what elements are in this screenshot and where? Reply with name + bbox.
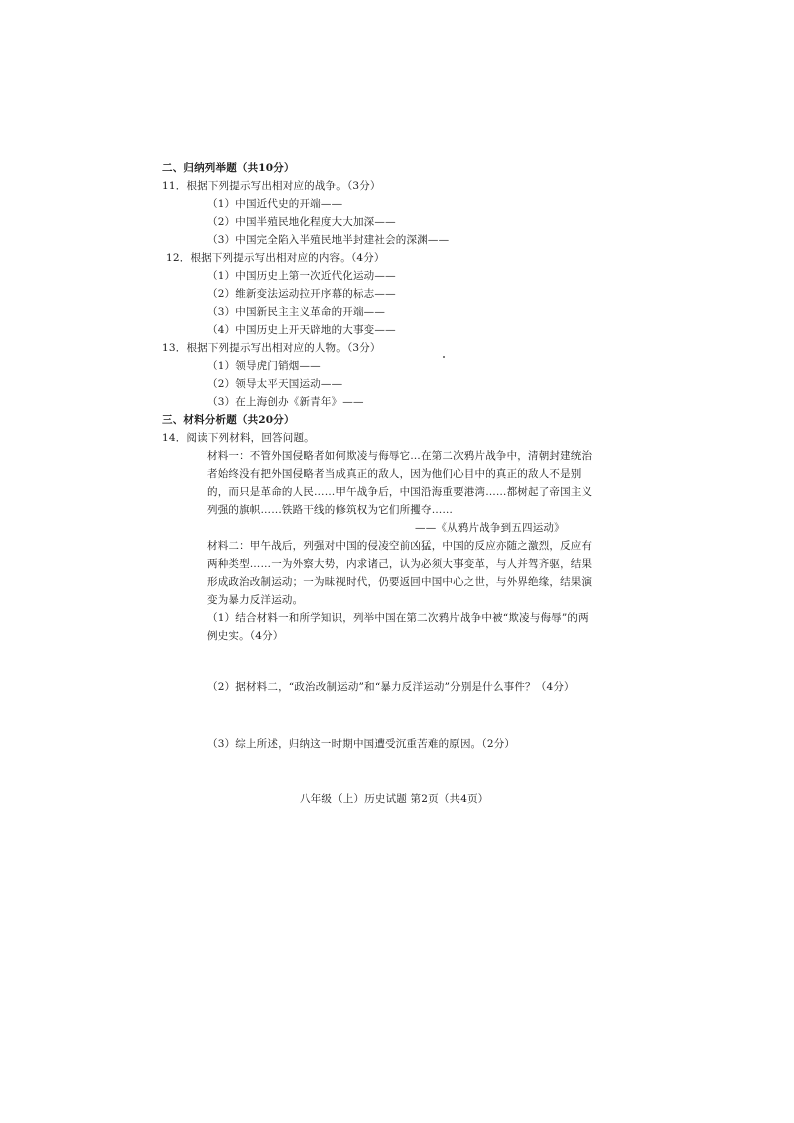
stray-dot [443, 356, 445, 358]
q12-item-3: （3）中国新民主主义革命的开端—— [207, 306, 386, 318]
page-footer: 八年级（上）历史试题 第2页（共4页） [300, 793, 489, 805]
material1-source: ——《从鸦片战争到五四运动》 [415, 522, 565, 534]
q14-sub1-line-2: 例史实。（4分） [207, 630, 284, 642]
q14-sub1-line-1: （1）结合材料一和所学知识，列举中国在第二次鸦片战争中被“欺凌与侮辱”的两 [207, 612, 589, 624]
q12-item-1: （1）中国历史上第一次近代化运动—— [207, 270, 396, 282]
material1-line-3: 的，而只是革命的人民……甲午战争后，中国沿海重要港湾……都树起了帝国主义 [207, 486, 593, 498]
q12-item-4: （4）中国历史上开天辟地的大事变—— [207, 324, 396, 336]
q12-stem: 12．根据下列提示写出相对应的内容。（4分） [166, 252, 385, 264]
q11-item-2: （2）中国半殖民地化程度大大加深—— [207, 216, 396, 228]
q13-item-3: （3）在上海创办《新青年》—— [207, 396, 364, 408]
q11-item-1: （1）中国近代史的开端—— [207, 198, 343, 210]
section3-heading: 三、材料分析题（共20分） [162, 414, 295, 426]
q14-stem: 14．阅读下列材料，回答问题。 [162, 432, 315, 444]
q11-stem: 11．根据下列提示写出相对应的战争。（3分） [162, 180, 381, 192]
q14-sub2: （2）据材料二，“政治改制运动”和“暴力反洋运动”分别是什么事件？（4分） [207, 681, 575, 693]
q13-stem: 13．根据下列提示写出相对应的人物。（3分） [162, 342, 381, 354]
material2-line-3: 形成政治改制运动；一为昧视时代，仍要返回中国中心之世，与外界绝缘，结果演 [207, 576, 593, 588]
material1-line-4: 列强的旗帜……铁路干线的修筑权为它们所攫夺…… [207, 504, 454, 516]
section2-heading: 二、归纳列举题（共10分） [162, 162, 295, 174]
q13-item-1: （1）领导虎门销烟—— [207, 360, 321, 372]
material2-line-2: 两种类型……一为外察大势，内求诸己，认为必须大事变革，与人并驾齐驱，结果 [207, 558, 593, 570]
material2-line-1: 材料二：甲午战后，列强对中国的侵凌空前凶猛，中国的反应亦随之激烈，反应有 [207, 540, 593, 552]
q14-sub3: （3）综上所述，归纳这一时期中国遭受沉重苦难的原因。（2分） [207, 738, 516, 750]
material1-line-1: 材料一：不管外国侵略者如何欺凌与侮辱它…在第二次鸦片战争中，清朝封建统治 [207, 450, 593, 462]
q13-item-2: （2）领导太平天国运动—— [207, 378, 343, 390]
q11-item-3: （3）中国完全陷入半殖民地半封建社会的深渊—— [207, 234, 450, 246]
material1-line-2: 者始终没有把外国侵略者当成真正的敌人，因为他们心目中的真正的敌人不是别 [207, 468, 582, 480]
material2-line-4: 变为暴力反洋运动。 [207, 594, 304, 606]
q12-item-2: （2）维新变法运动拉开序幕的标志—— [207, 288, 396, 300]
